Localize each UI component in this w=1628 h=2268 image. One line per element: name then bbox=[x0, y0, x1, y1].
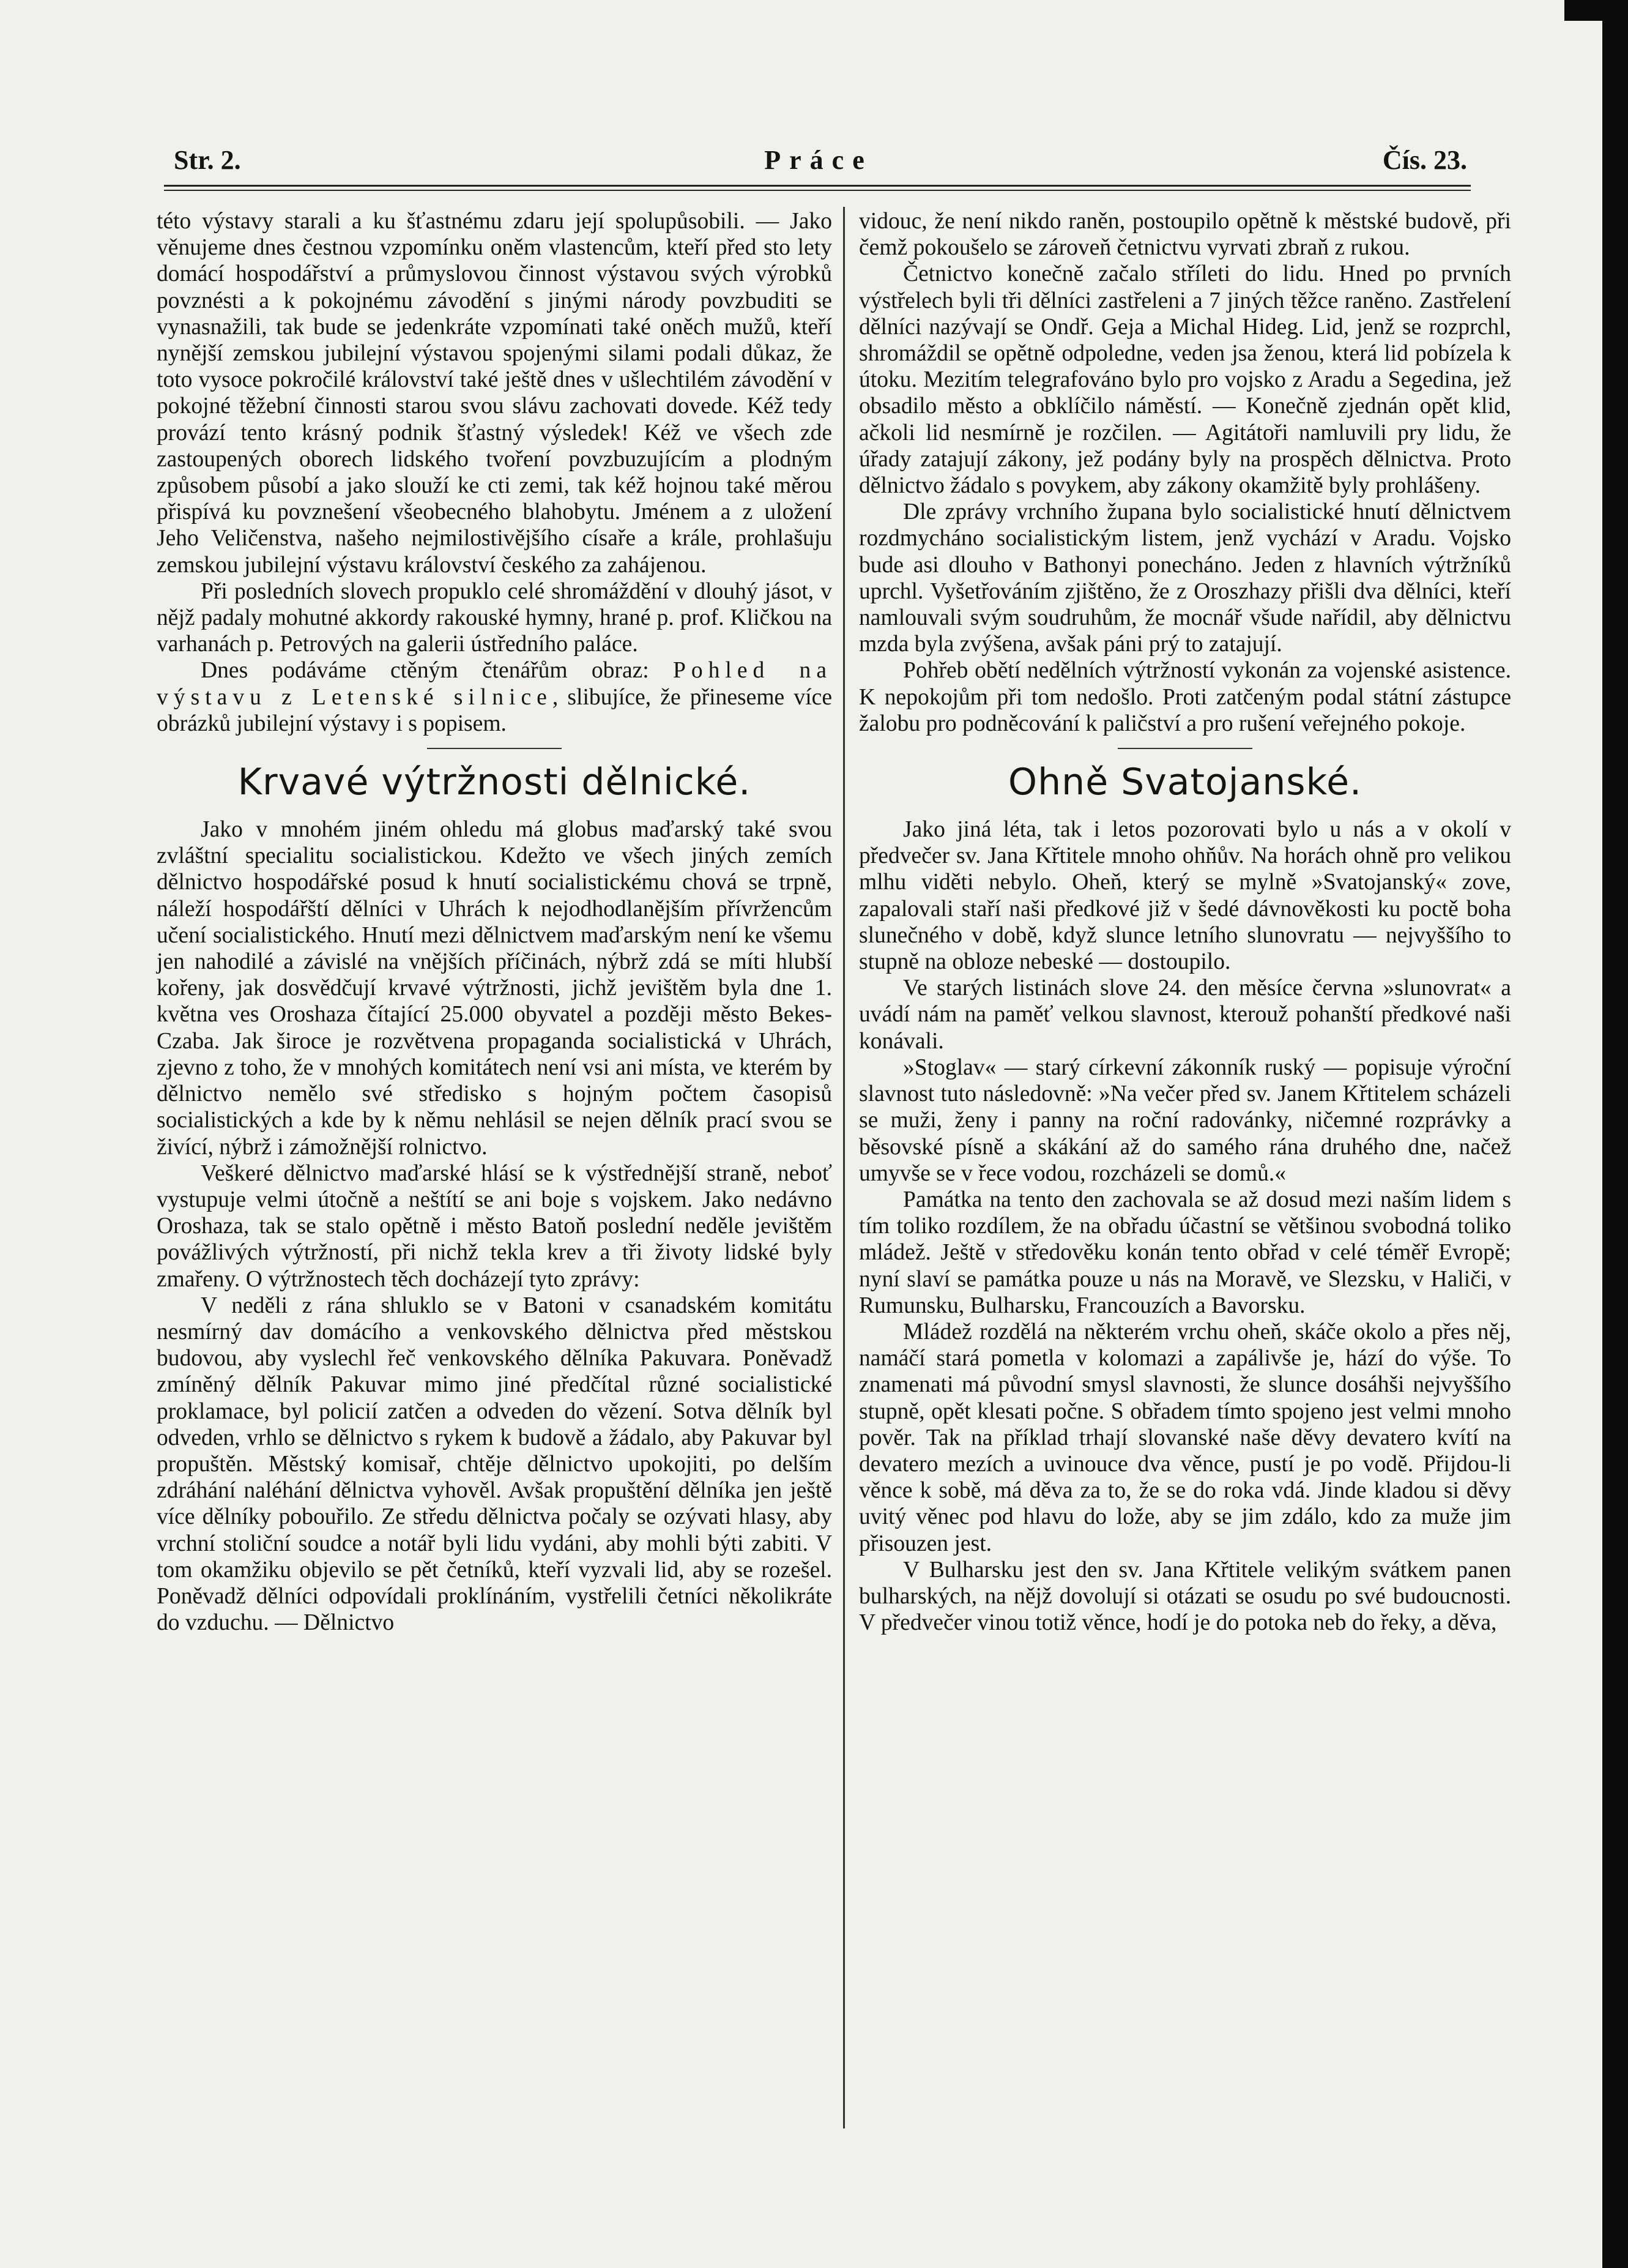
page-number: Str. 2. bbox=[174, 145, 241, 175]
paragraph: vidouc, že není nikdo raněn, postoupilo opětně k městské budově, při čemž pokoušelo se zároveň četnictvu vyrvati zbraň z rukou. bbox=[859, 209, 1511, 261]
paragraph: Dle zprávy vrchního župana bylo socialistické hnutí dělnictvem rozdmycháno socialistickým listem, jenž vychází v Aradu. Vojsko bude asi dlouho v Bathonyi ponecháno. Jeden z hlavních výtržníků uprchl. Vyšetřováním zjištěno, že z Oroszhazy přišli dva dělníci, kteří namlouvali svým soudruhům, že mocnář všude nařídil, aby dělnictvu mzda byla zvýšena, avšak páni prý to zatajují. bbox=[859, 499, 1511, 657]
paragraph: Četnictvo konečně začalo stříleti do lidu. Hned po prvních výstřelech byli tři dělníci zastřeleni a 7 jiných těžce raněno. Zastřelení dělníci nazývají se Ondř. Geja a Michal Hideg. Lid, jenž se rozprchl, shromáždil se opětně odpoledne, veden jsa ženou, která lid pobízela k útoku. Mezitím telegrafováno bylo pro vojsko z Aradu a Segedina, jež obsadilo město a obklíčilo náměstí. — Konečně zjednán opět klid, ačkoli lid nesmírně je rozčilen. — Agitátoři namluvili pry lidu, že úřady zatajují zákony, jež podány byly na prospěch dělnictva. Proto dělnictvo žádalo s povykem, aby zákony okamžitě byly prohlášeny. bbox=[859, 261, 1511, 499]
article-title: Ohně Svatojanské. bbox=[1008, 761, 1362, 804]
picture-note-text: , slibujíce, že přineseme více obrázků jubilejní výstavy i s popisem. bbox=[157, 684, 832, 736]
paragraph: Jako v mnohém jiném ohledu má globus maďarský také svou zvláštní specialitu socialistickou. Kdežto ve všech jiných zemích dělnictvo hospodářské posud k hnutí socialistickému chová se trpně, náleží hospodářští dělníci v Uhrách k nejodhodlanějším přívržencům učení socialistického. Hnutí mezi dělnictvem maďarským není ke všemu jen nahodilé a závislé na vnějších příčinách, nýbrž zdá se míti hlubší kořeny, jak dosvědčují krvavé výtržnosti, jichž jevištěm byla dne 1. května ves Oroshaza čítající 25.000 obyvatel a později město Bekes-Czaba. Jak široce je rozvětvena propaganda socialistická v Uhrách, zjevno z toho, že v mnohých komitátech není vsi ani místa, ve kterém by dělnictvo nemělo své středisko s hojným počtem časopisů socialistických a kde by k němu nehlásil se nejen dělník prací svou se živící, nýbrž i zámožnější rolnictvo. bbox=[157, 817, 832, 1160]
section-separator bbox=[1118, 748, 1252, 749]
paragraph: Pohřeb obětí nedělních výtržností vykonán za vojenské asistence. K nepokojům při tom nedošlo. Proti zatčeným podal státní zástupce žalobu pro podněcování k paličství a pro rušení veřejného pokoje. bbox=[859, 658, 1511, 736]
paragraph: Ve starých listinách slove 24. den měsíce června »slunovrat« a uvádí nám na paměť velkou slavnost, kterouž pohanští předkové naši konávali. bbox=[859, 975, 1511, 1054]
right-column bbox=[859, 208, 1511, 1636]
page-header bbox=[170, 144, 1467, 181]
paragraph: Mládež rozdělá na některém vrchu oheň, skáče okolo a přes něj, namáčí stará pometla v kolomazi a zapálivše je, hází do výše. To znamenati má původní smysl slavnosti, že slunce dosáhši nejvyššího stupně, opět klesati počne. S obřadem tímto spojeno jest velmi mnoho pověr. Tak na příklad trhají slovanské naše děvy devatero kvítí na devatero mezích a uvinouce dva věnce, pustí je po vodě. Přijdou-li věnce k sobě, má děva za to, že se do roka vdá. Jinde kladou si děvy uvitý věnec pod hlavu do lože, aby se jim zdálo, kdo za muže jim přisouzen jest. bbox=[859, 1319, 1511, 1556]
column-divider bbox=[843, 207, 845, 2128]
paragraph: »Stoglav« — starý církevní zákonník ruský — popisuje výroční slavnost tuto následovně: »Na večer před sv. Janem Křtitelem scházeli se muži, ženy i panny na roční radovánky, ničemné rozprávky a běsovské písně a skákání až do samého rána druhého dne, načež umyvše se v řece vodou, rozcházeli se domů.« bbox=[859, 1054, 1511, 1186]
paragraph: této výstavy starali a ku šťastnému zdaru její spolupůsobili. — Jako věnujeme dnes čestnou vzpomínku oněm vlastencům, kteří před sto lety domácí hospodářství a průmyslovou činnost výstavou svých výrobků povznésti a k pokojnému závodění s jinými národy povzbuditi se vynasnažili, tak bude se jedenkráte vzpomínati také oněch mužů, kteří nynější zemskou jubilejní výstavou spojenými silami podali důkaz, že toto vysoce pokročilé království také ještě dnes v ušlechtilém závodění v pokojné těžební činnosti starou svou slávu zachovati dovede. Kéž tedy provází tento krásný podnik šťastný výsledek! Kéž ve všech zde zastoupených oborech lidského tvoření povzbuzujícím a plodným způsobem působí a jako slouží ke cti zemi, tak kéž hojnou také měrou přispívá ku povznešení všeobecného blahobytu. Jménem a z uložení Jeho Veličenstva, našeho nejmilostivějšího císaře a krále, prohlašuju zemskou jubilejní výstavu království českého za zahájenou. bbox=[157, 209, 832, 578]
picture-note-text: Dnes podáváme ctěným čtenářům obraz: bbox=[201, 658, 673, 684]
article-title: Krvavé výtržnosti dělnické. bbox=[237, 761, 751, 804]
paragraph: Při posledních slovech propuklo celé shromáždění v dlouhý jásot, v nějž padaly mohutné akkordy rakouské hymny, hrané p. prof. Kličkou na varhanách p. Petrových na galerii ústředního paláce. bbox=[157, 578, 832, 657]
scan-dark-edge bbox=[1602, 0, 1628, 2268]
paragraph: V Bulharsku jest den sv. Jana Křtitele velikým svátkem panen bulharských, na nějž dovolují si otázati se osudu po své budoucnosti. V předvečer vinou totiž věnce, hodí je do potoka neb do řeky, a děva, bbox=[859, 1557, 1511, 1636]
picture-note bbox=[157, 657, 832, 737]
header-rule bbox=[164, 185, 1471, 191]
picture-caption: Pohled na výstavu z Letenské silnice bbox=[157, 658, 833, 710]
scan-dark-corner bbox=[1564, 0, 1604, 21]
left-column bbox=[157, 208, 832, 1636]
journal-title: Práce bbox=[764, 145, 873, 175]
issue-number: Čís. 23. bbox=[1382, 145, 1467, 175]
section-separator bbox=[427, 748, 562, 749]
paragraph: V neděli z rána shluklo se v Batoni v csanadském komitátu nesmírný dav domácího a venkovského dělnictva před městskou budovou, aby vyslechl řeč venkovského dělníka Pakuvara. Poněvadž zmíněný dělník Pakuvar mimo jiné předčítal různé socialistické proklamace, byl policií zatčen a odveden do vězení. Sotva dělník byl odveden, vrhlo se dělnictvo s rykem k budově a žádalo, aby Pakuvar byl propuštěn. Městský komisař, chtěje dělnictvo upokojiti, po delším zdráhání naléhání dělnictva vyhověl. Avšak propuštění dělníka jen ještě více dělníky pobouřilo. Ze středu dělnictva počaly se ozývati hlasy, aby vrchní stoliční soudce a notář byli lidu vydáni, aby mohli býti zabiti. V tom okamžiku objevilo se pět četníků, kteří vyzvali lid, aby se rozešel. Poněvadž dělníci odpovídali proklínáním, vystřelili četníci několikráte do vzduchu. — Dělnictvo bbox=[157, 1293, 832, 1636]
paragraph: Jako jiná léta, tak i letos pozorovati bylo u nás a v okolí v předvečer sv. Jana Křtitele mnoho ohňův. Na horách ohně pro velikou mlhu viděti nebylo. Oheň, který se mylně »Svatojanský« zove, zapalovali staří naši předkové již v šedé dávnověkosti ku poctě boha slunečného v době, když slunce letního slunovratu — nejvyššího to stupně na obloze nebeské — dostoupilo. bbox=[859, 817, 1511, 975]
paragraph: Památka na tento den zachovala se až dosud mezi naším lidem s tím toliko rozdílem, že na obřadu účastní se většinou svobodná toliko mládež. Ještě v středověku konán tento obřad v celé téměř Evropě; nyní slaví se památka pouze u nás na Moravě, ve Slezsku, v Haliči, v Rumunsku, Bulharsku, Francouzích a Bavorsku. bbox=[859, 1187, 1511, 1318]
paragraph: Veškeré dělnictvo maďarské hlásí se k výstřednější straně, neboť vystupuje velmi útočně a neštítí se ani boje s vojskem. Jako nedávno Oroshaza, tak se stalo opětně i město Batoň poslední neděle jevištěm povážlivých výtržností, při nichž tekla krev a tři životy lidské byly zmařeny. O výtržnostech těch docházejí tyto zprávy: bbox=[157, 1160, 832, 1292]
